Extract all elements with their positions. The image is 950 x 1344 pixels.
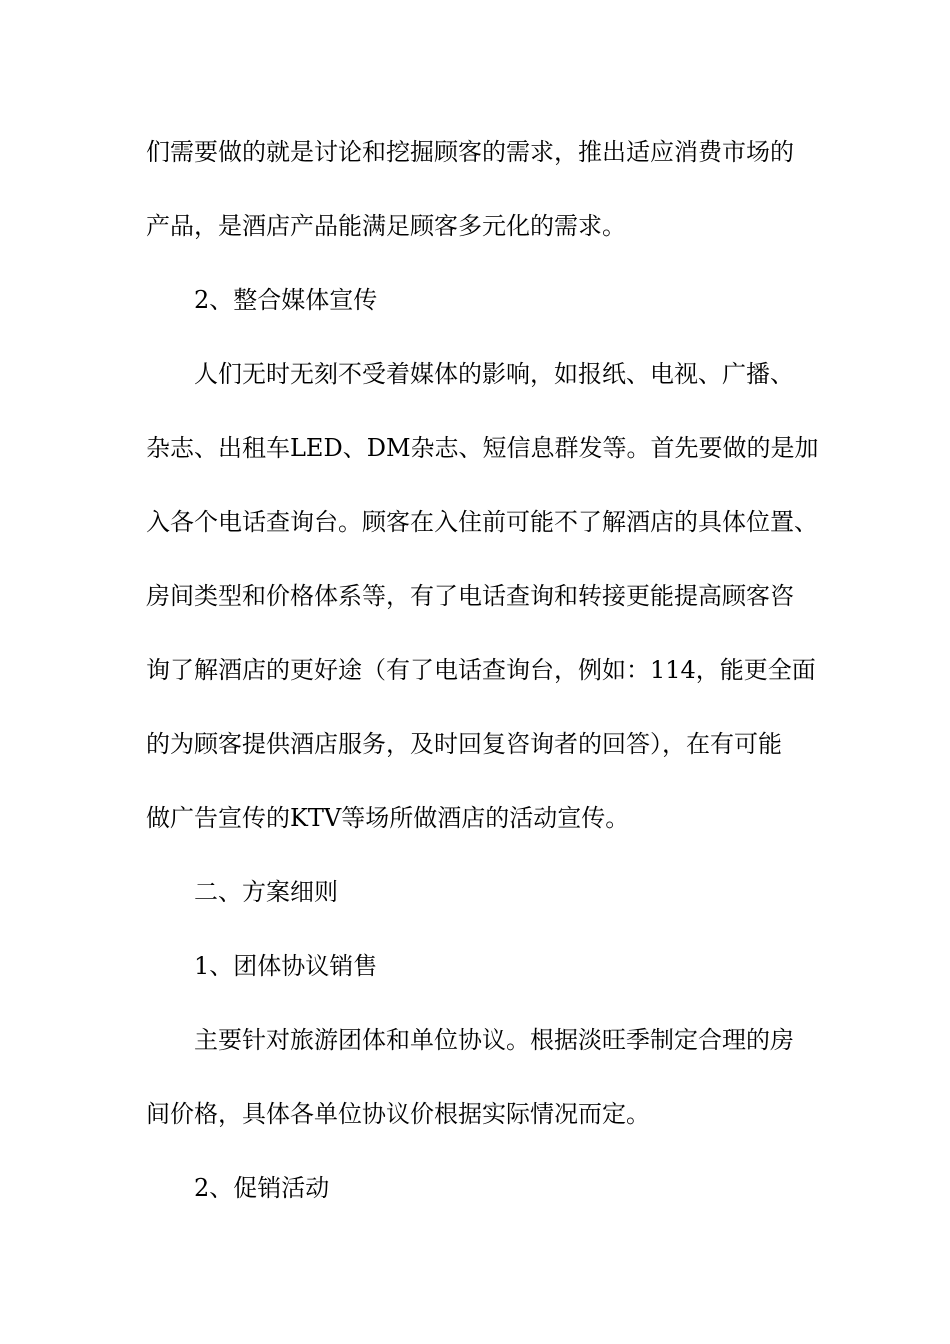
section-heading: 2、整合媒体宣传 bbox=[194, 286, 378, 314]
paragraph-line-first: 主要针对旅游团体和单位协议。根据淡旺季制定合理的房 bbox=[194, 1026, 794, 1054]
paragraph-line-continuation: 询了解酒店的更好途（有了电话查询台，例如：114，能更全面 bbox=[146, 656, 816, 684]
paragraph-line-continuation: 的为顾客提供酒店服务，及时回复咨询者的回答），在有可能 bbox=[146, 730, 782, 758]
paragraph-line-continuation: 杂志、出租车LED、DM杂志、短信息群发等。首先要做的是加 bbox=[146, 434, 819, 462]
section-heading: 2、促销活动 bbox=[194, 1174, 330, 1202]
paragraph-line-continuation: 们需要做的就是讨论和挖掘顾客的需求，推出适应消费市场的 bbox=[146, 138, 794, 166]
paragraph-line-first: 人们无时无刻不受着媒体的影响，如报纸、电视、广播、 bbox=[194, 360, 794, 388]
paragraph-line-continuation: 间价格，具体各单位协议价根据实际情况而定。 bbox=[146, 1100, 650, 1128]
section-heading: 二、方案细则 bbox=[194, 878, 338, 906]
paragraph-line-continuation: 做广告宣传的KTV等场所做酒店的活动宣传。 bbox=[146, 804, 630, 832]
paragraph-line-continuation: 入各个电话查询台。顾客在入住前可能不了解酒店的具体位置、 bbox=[146, 508, 818, 536]
section-heading: 1、团体协议销售 bbox=[194, 952, 378, 980]
paragraph-line-continuation: 产品，是酒店产品能满足顾客多元化的需求。 bbox=[146, 212, 626, 240]
paragraph-line-continuation: 房间类型和价格体系等，有了电话查询和转接更能提高顾客咨 bbox=[146, 582, 794, 610]
